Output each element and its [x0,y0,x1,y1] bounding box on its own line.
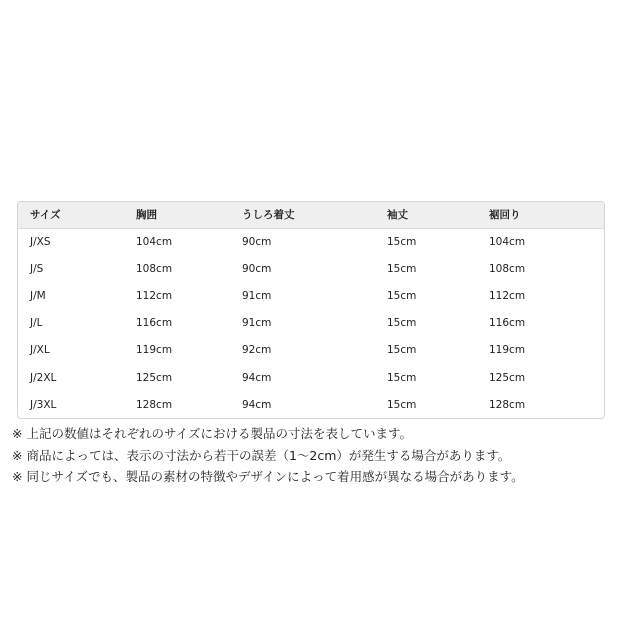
cell-back-length: 91cm [242,289,272,302]
cell-back-length: 90cm [242,235,272,248]
cell-back-length: 94cm [242,398,272,411]
size-table [18,202,604,418]
header-hem: 裾回り [477,202,604,228]
cell-sleeve-length: 15cm [387,371,417,384]
cell-hem: 108cm [489,262,526,275]
cell-chest: 116cm [136,317,173,330]
header-size: サイズ [18,202,124,228]
header-chest: 胸囲 [124,202,230,228]
notes-section [12,423,524,488]
cell-back-length: 94cm [242,371,272,384]
table-row [18,228,604,255]
size-table-container [17,201,605,419]
cell-chest: 125cm [136,371,173,384]
table-row [18,282,604,309]
cell-size: J/3XL [30,398,57,411]
table-row [18,310,604,337]
cell-size: J/M [30,289,46,302]
cell-chest: 112cm [136,289,173,302]
header-sleeve-length: 袖丈 [375,202,477,228]
cell-back-length: 91cm [242,317,272,330]
cell-size: J/2XL [30,371,57,384]
cell-hem: 128cm [489,398,526,411]
cell-hem: 116cm [489,317,526,330]
table-row [18,364,604,391]
cell-back-length: 90cm [242,262,272,275]
cell-sleeve-length: 15cm [387,289,417,302]
cell-sleeve-length: 15cm [387,262,417,275]
cell-chest: 108cm [136,262,173,275]
cell-size: J/L [30,317,43,330]
header-back-length: うしろ着丈 [230,202,375,228]
note-tolerance: ※ 商品によっては、表示の寸法から若干の誤差（1〜2cm）が発生する場合があります。 [12,447,511,463]
cell-hem: 125cm [489,371,526,384]
cell-back-length: 92cm [242,344,272,357]
table-header-row [18,202,604,228]
cell-size: J/S [30,262,44,275]
note-measurement: ※ 上記の数値はそれぞれのサイズにおける製品の寸法を表しています。 [12,426,412,441]
cell-sleeve-length: 15cm [387,317,417,330]
note-fit: ※ 同じサイズでも、製品の素材の特徴やデザインによって着用感が異なる場合があります。 [12,469,524,484]
cell-size: J/XL [30,344,50,357]
table-row [18,337,604,364]
table-row [18,255,604,282]
cell-sleeve-length: 15cm [387,344,417,357]
cell-sleeve-length: 15cm [387,398,417,411]
cell-hem: 119cm [489,344,526,357]
cell-chest: 128cm [136,398,173,411]
cell-chest: 104cm [136,235,173,248]
cell-hem: 104cm [489,235,526,248]
cell-hem: 112cm [489,289,526,302]
cell-sleeve-length: 15cm [387,235,417,248]
table-row [18,391,604,418]
cell-chest: 119cm [136,344,173,357]
cell-size: J/XS [30,235,51,248]
